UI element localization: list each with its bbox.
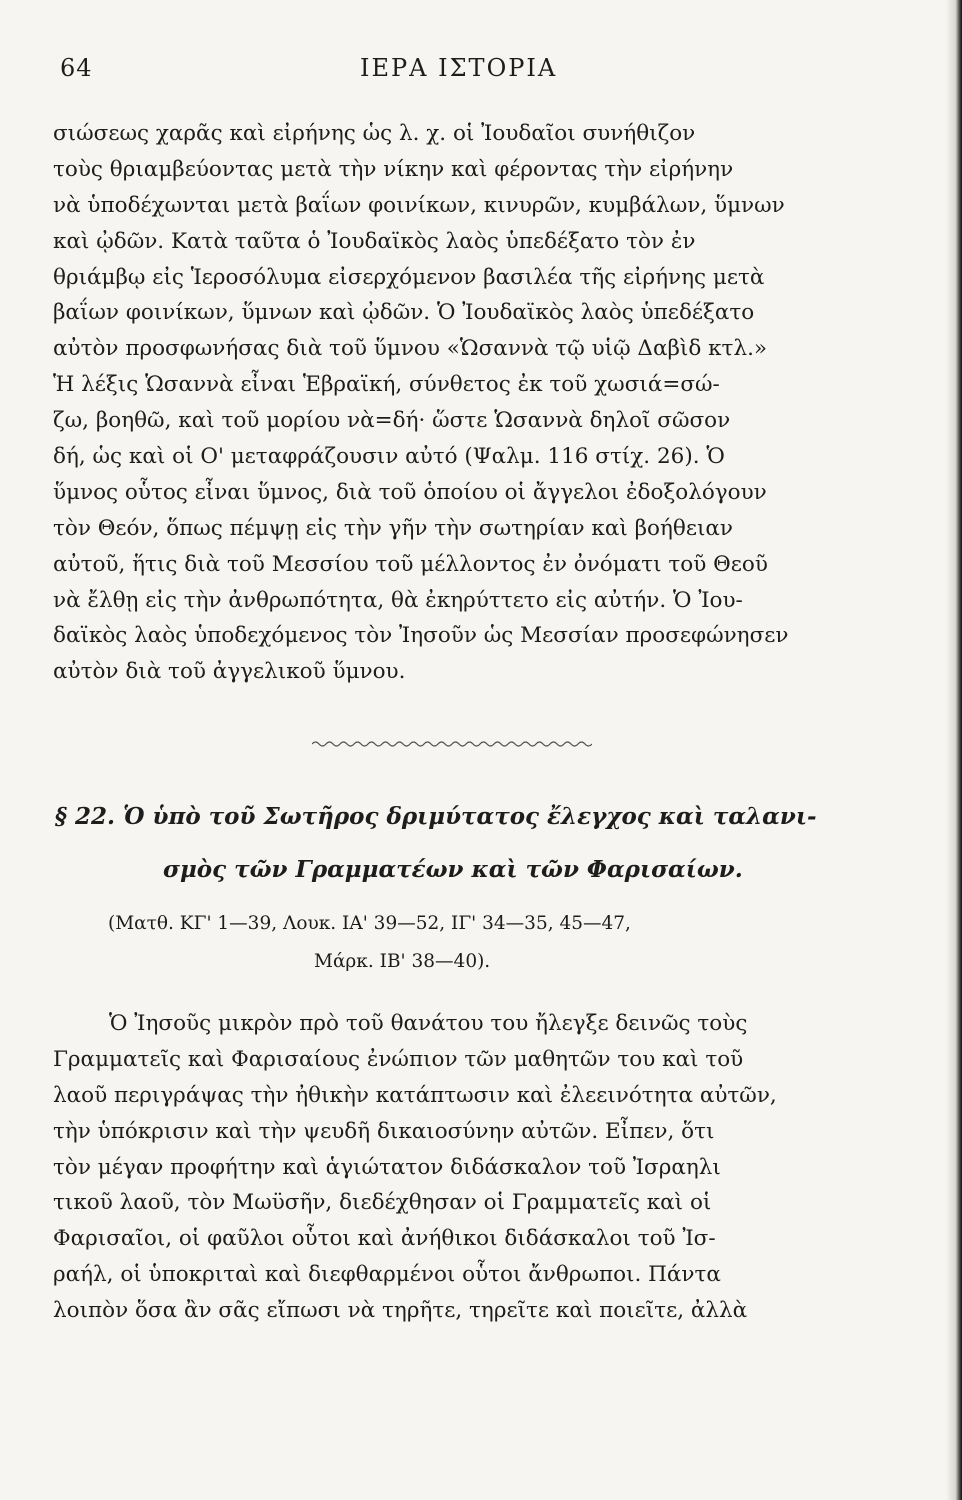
paragraph-1 <box>53 116 853 690</box>
text-line: νὰ ὑποδέχωνται μετὰ βαΐων φοινίκων, κινυρῶν, κυμβάλων, ὕμνων <box>53 192 785 218</box>
text-line: Ἡ λέξις Ὡσαννὰ εἶναι Ἑβραϊκή, σύνθετος ἐκ τοῦ χωσιά=σώ- <box>53 372 720 398</box>
scripture-references <box>108 905 808 981</box>
text-line: δαϊκὸς λαὸς ὑποδεχόμενος τὸν Ἰησοῦν ὡς Μεσσίαν προσεφώνησεν <box>53 623 789 649</box>
text-line: καὶ ᾠδῶν. Κατὰ ταῦτα ὁ Ἰουδαϊκὸς λαὸς ὑπεδέξατο τὸν ἐν <box>53 228 696 254</box>
section-heading <box>55 790 855 896</box>
paragraph-2 <box>53 1006 853 1329</box>
text-line: δή, ὡς καὶ οἱ Ο' μεταφράζουσιν αὐτό (Ψαλμ. 116 στίχ. 26). Ὁ <box>53 444 725 470</box>
references-line-1: (Ματθ. ΚΓ' 1—39, Λουκ. ΙΑ' 39—52, ΙΓ' 34—35, 45—47, <box>108 913 631 934</box>
text-line: αὐτὸν διὰ τοῦ ἀγγελικοῦ ὕμνου. <box>53 659 406 685</box>
text-line: σιώσεως χαρᾶς καὶ εἰρήνης ὡς λ. χ. οἱ Ἰουδαῖοι συνήθιζον <box>53 121 696 146</box>
text-line: αὐτοῦ, ἥτις διὰ τοῦ Μεσσίου τοῦ μέλλοντος ἐν ὀνόματι τοῦ Θεοῦ <box>53 551 768 577</box>
text-line: τοὺς θριαμβεύοντας μετὰ τὴν νίκην καὶ φέροντας τὴν εἰρήνην <box>53 156 734 182</box>
page-binding-edge <box>946 0 962 1500</box>
section-title-line-1: § 22. Ὁ ὑπὸ τοῦ Σωτῆρος δριμύτατος ἔλεγχος καὶ ταλανι- <box>55 803 817 830</box>
wavy-divider <box>312 740 592 748</box>
text-line: αὐτὸν προσφωνήσας διὰ τοῦ ὕμνου «Ὡσαννὰ τῷ υἱῷ Δαβὶδ κτλ.» <box>53 336 768 362</box>
text-line: θριάμβῳ εἰς Ἱεροσόλυμα εἰσερχόμενον βασιλέα τῆς εἰρήνης μετὰ <box>53 264 765 290</box>
text-line: ὕμνος οὗτος εἶναι ὕμνος, διὰ τοῦ ὁποίου οἱ ἄγγελοι ἐδοξολόγουν <box>53 479 767 505</box>
text-line: Γραμματεῖς καὶ Φαρισαίους ἐνώπιον τῶν μαθητῶν του καὶ τοῦ <box>53 1046 744 1072</box>
text-line: νὰ ἔλθῃ εἰς τὴν ἀνθρωπότητα, θὰ ἐκηρύττετο εἰς αὐτήν. Ὁ Ἰου- <box>53 587 743 613</box>
text-line: τὸν Θεόν, ὅπως πέμψῃ εἰς τὴν γῆν τὴν σωτηρίαν καὶ βοήθειαν <box>53 515 733 541</box>
page-number: 64 <box>60 54 93 82</box>
text-line: ζω, βοηθῶ, καὶ τοῦ μορίου νὰ=δή· ὥστε Ὡσαννὰ δηλοῖ σῶσον <box>53 408 731 434</box>
page-header <box>60 54 850 94</box>
text-line: βαΐων φοινίκων, ὕμνων καὶ ᾠδῶν. Ὁ Ἰουδαϊκὸς λαὸς ὑπεδέξατο <box>53 300 755 326</box>
text-line: τὴν ὑπόκρισιν καὶ τὴν ψευδῆ δικαιοσύνην αὐτῶν. Εἶπεν, ὅτι <box>53 1118 715 1144</box>
text-line: λοιπὸν ὅσα ἂν σᾶς εἴπωσι νὰ τηρῆτε, τηρεῖτε καὶ ποιεῖτε, ἀλλὰ <box>53 1298 748 1324</box>
section-title-line-2: σμὸς τῶν Γραμματέων καὶ τῶν Φαρισαίων. <box>163 856 743 883</box>
references-line-2: Μάρκ. ΙΒ' 38—40). <box>314 951 491 972</box>
text-line: τὸν μέγαν προφήτην καὶ ἁγιώτατον διδάσκαλον τοῦ Ἰσραηλι <box>53 1154 721 1180</box>
text-line: Ὁ Ἰησοῦς μικρὸν πρὸ τοῦ θανάτου του ἤλεγξε δεινῶς τοὺς <box>109 1011 748 1036</box>
running-title: ΙΕΡΑ ΙΣΤΟΡΙΑ <box>360 54 558 82</box>
text-line: λαοῦ περιγράψας τὴν ἠθικὴν κατάπτωσιν καὶ ἐλεεινότητα αὐτῶν, <box>53 1082 777 1108</box>
text-line: ραήλ, οἱ ὑποκριταὶ καὶ διεφθαρμένοι οὗτοι ἄνθρωποι. Πάντα <box>53 1262 721 1288</box>
text-line: τικοῦ λαοῦ, τὸν Μωϋσῆν, διεδέχθησαν οἱ Γραμματεῖς καὶ οἱ <box>53 1190 712 1216</box>
text-line: Φαρισαῖοι, οἱ φαῦλοι οὗτοι καὶ ἀνήθικοι διδάσκαλοι τοῦ Ἰσ- <box>53 1226 716 1252</box>
